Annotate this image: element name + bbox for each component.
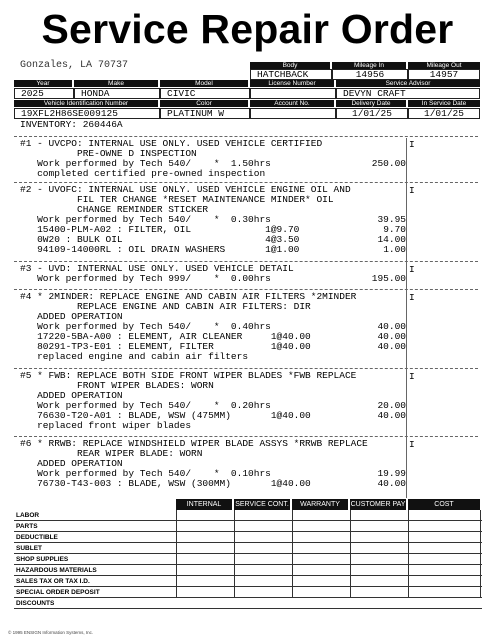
footer-row-parts: PARTS [14, 521, 482, 532]
line-amount: 19.99 [377, 468, 406, 479]
line-text: ADDED OPERATION [20, 458, 123, 469]
line-amount: 14.00 [377, 234, 406, 245]
footer-grid-line [480, 510, 481, 598]
line-text: #2 - UVOFC: INTERNAL USE ONLY. USED VEHICLE ENGINE OIL AND [20, 184, 351, 195]
footer-col-customer-pay: CUSTOMER PAY [350, 501, 406, 508]
line-text: Work performed by Tech 540/ * 1.50hrs [20, 158, 271, 169]
line-amount: 40.00 [377, 341, 406, 352]
line-amount: 40.00 [377, 410, 406, 421]
model-caption: Model [160, 80, 248, 87]
line-text: #5 * FWB: REPLACE BOTH SIDE FRONT WIPER BLADES *FWB REPLACE [20, 370, 357, 381]
footer-grid-line [234, 510, 235, 598]
footer-col-service-cont: SERVICE CONT. [235, 501, 289, 508]
footer-row-special-order: SPECIAL ORDER DEPOSIT [14, 587, 482, 598]
footer-grid-line [176, 510, 177, 598]
divider [14, 136, 478, 137]
make-caption: Make [74, 80, 158, 87]
line-text: 76730-T43-003 : BLADE, WSW (300MM) 1@40.00 [20, 478, 311, 489]
line-text: CHANGE REMINDER STICKER [20, 204, 209, 215]
line-text: Work performed by Tech 540/ * 0.10hrs [20, 468, 271, 479]
footer-row-deductible: DEDUCTIBLE [14, 532, 482, 543]
delivery-date-value: 1/01/25 [336, 108, 408, 119]
line-text: FIL TER CHANGE *RESET MAINTENANCE MINDER* OIL [20, 194, 334, 205]
inventory-number: INVENTORY: 260446A [20, 119, 123, 130]
page-title: Service Repair Order [41, 6, 454, 52]
line-amount: 20.00 [377, 400, 406, 411]
divider [14, 289, 478, 290]
line-text: 94109-14000RL : OIL DRAIN WASHERS 1@1.00 [20, 244, 300, 255]
dealer-address: Gonzales, LA 70737 [20, 60, 129, 71]
make-value: HONDA [74, 88, 160, 99]
delivery-caption: Delivery Date [336, 100, 406, 107]
mileage-in-value: 14956 [332, 69, 408, 80]
footer-row-hazardous: HAZARDOUS MATERIALS [14, 565, 482, 576]
inservice-caption: In Service Date [408, 100, 480, 107]
divider [14, 368, 478, 369]
year-value: 2025 [14, 88, 74, 99]
mileage-out-value: 14957 [408, 69, 480, 80]
line-text: completed certified pre-owned inspection [20, 168, 266, 179]
footer-grid-line [292, 510, 293, 598]
mileage-out-caption: Mileage Out [408, 62, 480, 69]
copyright: © 1995 ENSIGN Information Systems, Inc. [8, 630, 94, 635]
year-caption: Year [14, 80, 72, 87]
line-amount: 40.00 [377, 478, 406, 489]
line-text: Work performed by Tech 540/ * 0.30hrs [20, 214, 271, 225]
line-text: #4 * 2MINDER: REPLACE ENGINE AND CABIN AIR FILTERS *2MINDER [20, 291, 357, 302]
license-value [250, 88, 336, 99]
line-text: 17220-5BA-A00 : ELEMENT, AIR CLEANER 1@40.00 [20, 331, 311, 342]
line-amount: 1.00 [383, 244, 406, 255]
line-text: replaced engine and cabin air filters [20, 351, 249, 362]
line-text: 0W20 : BULK OIL 4@3.50 [20, 234, 300, 245]
divider [14, 261, 478, 262]
footer-grid-line [408, 510, 409, 598]
line-text: #3 - UVD: INTERNAL USE ONLY. USED VEHICLE DETAIL [20, 263, 294, 274]
footer-row-discounts: DISCOUNTS [14, 598, 482, 609]
footer-grid-line [350, 510, 351, 598]
line-marker: I [409, 371, 415, 382]
account-value [250, 108, 336, 119]
line-text: PRE-OWNE D INSPECTION [20, 148, 197, 159]
body-value: HATCHBACK [250, 69, 332, 80]
footer-row-sublet: SUBLET [14, 543, 482, 554]
line-text: #6 * RRWB: REPLACE WINDSHIELD WIPER BLADE ASSYS *RRWB REPLACE [20, 438, 368, 449]
amount-column-rule [406, 138, 407, 498]
line-text: replaced front wiper blades [20, 420, 192, 431]
line-text: ADDED OPERATION [20, 390, 123, 401]
advisor-caption: Service Advisor [336, 80, 480, 87]
line-text: #1 - UVCPO: INTERNAL USE ONLY. USED VEHICLE CERTIFIED [20, 138, 323, 149]
line-amount: 39.95 [377, 214, 406, 225]
body-caption: Body [250, 62, 330, 69]
line-marker: I [409, 439, 415, 450]
line-amount: 40.00 [377, 321, 406, 332]
line-text: Work performed by Tech 999/ * 0.00hrs [20, 273, 271, 284]
line-amount: 195.00 [371, 273, 406, 284]
inservice-date-value: 1/01/25 [408, 108, 480, 119]
line-text: REPLACE ENGINE AND CABIN AIR FILTERS: DIR [20, 301, 311, 312]
account-caption: Account No. [250, 100, 334, 107]
line-text: ADDED OPERATION [20, 311, 123, 322]
footer-row-labor: LABOR [14, 510, 482, 521]
line-marker: I [409, 292, 415, 303]
divider [14, 182, 478, 183]
vin-caption: Vehicle Identification Number [14, 100, 158, 107]
footer-row-sales-tax: SALES TAX OR TAX I.D. [14, 576, 482, 587]
advisor-value: DEVYN CRAFT [336, 88, 480, 99]
license-caption: License Number [250, 80, 334, 87]
line-marker: I [409, 264, 415, 275]
footer-row-shop-supplies: SHOP SUPPLIES [14, 554, 482, 565]
line-amount: 40.00 [377, 331, 406, 342]
line-text: FRONT WIPER BLADES: WORN [20, 380, 214, 391]
line-text: Work performed by Tech 540/ * 0.20hrs [20, 400, 271, 411]
model-value: CIVIC [160, 88, 250, 99]
color-value: PLATINUM W [160, 108, 250, 119]
line-text: Work performed by Tech 540/ * 0.40hrs [20, 321, 271, 332]
line-text: 15400-PLM-A02 : FILTER, OIL 1@9.70 [20, 224, 300, 235]
line-text: REAR WIPER BLADE: WORN [20, 448, 203, 459]
line-marker: I [409, 139, 415, 150]
divider [14, 436, 478, 437]
line-amount: 250.00 [371, 158, 406, 169]
mileage-in-caption: Mileage In [332, 62, 406, 69]
line-amount: 9.70 [383, 224, 406, 235]
footer-col-warranty: WARRANTY [292, 499, 348, 510]
footer-col-internal: INTERNAL [176, 499, 232, 510]
footer-col-cost: COST [408, 499, 480, 510]
vin-value: 19XFL2H86SE009125 [14, 108, 160, 119]
color-caption: Color [160, 100, 248, 107]
banner [0, 0, 495, 62]
line-text: 80291-TP3-E01 : ELEMENT, FILTER 1@40.00 [20, 341, 311, 352]
line-text: 76630-T20-A01 : BLADE, WSW (475MM) 1@40.00 [20, 410, 311, 421]
line-marker: I [409, 185, 415, 196]
